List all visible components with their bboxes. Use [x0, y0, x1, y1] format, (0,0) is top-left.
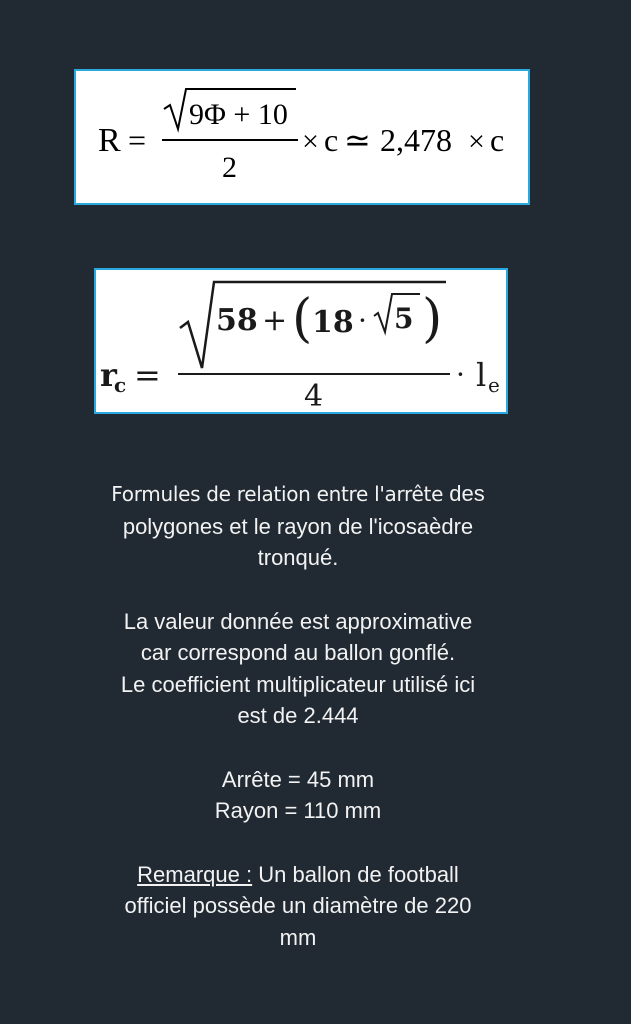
caption-line-1 [50, 478, 546, 511]
caption-line-1-a: Formules de relation entre l'arrête [111, 482, 444, 506]
caption-line-12: mm [279, 924, 317, 950]
formula1-sqrt-content: 9Φ + 10 [189, 98, 288, 131]
caption-line-7: est de 2.444 [237, 703, 359, 728]
formula2-plus: + [262, 303, 288, 338]
remark-label: Remarque : [137, 861, 253, 887]
formula2-eq: = [134, 356, 161, 394]
formula1-lhs: R [98, 122, 121, 159]
formula1-c2: c [490, 122, 505, 158]
formula1-times2: × [468, 125, 485, 158]
caption-line-2: polygones et le rayon de l'icosaèdre [122, 513, 474, 539]
formula1-value: 2,478 [380, 122, 452, 158]
formula2-lhs-main: r [100, 356, 117, 394]
formula2-num-a: 58 [216, 303, 258, 338]
caption-line-9: Rayon = 110 mm [214, 798, 382, 823]
formula2-rhs-sub: e [488, 373, 500, 397]
formula2-rhs-main: l [476, 356, 487, 394]
caption-line-10-rest: Un ballon de football [258, 861, 459, 887]
caption-line-5: car correspond au ballon gonflé. [140, 640, 456, 665]
formula1-times1: × [302, 125, 319, 158]
formula2-paren-open: ( [292, 289, 313, 349]
formula2-lhs-sub: c [114, 373, 127, 397]
formula1-eq: = [128, 122, 147, 158]
caption-line-3: tronqué. [257, 545, 339, 570]
formula2-paren-close: ) [422, 289, 443, 349]
formula2-num-b: 18 [312, 305, 354, 340]
formula1-c1: c [324, 122, 339, 158]
caption-line-11: officiel possède un diamètre de 220 [124, 893, 472, 918]
caption-line-1-b: des [449, 481, 485, 506]
formula1-denominator: 2 [222, 151, 237, 184]
formula1-approx: ≃ [344, 122, 371, 158]
caption-line-6: Le coefficient multiplicateur utilisé ici [120, 671, 476, 697]
formula2-dot: · [358, 304, 367, 337]
formula2-denominator: 4 [304, 379, 324, 412]
caption-line-10 [50, 859, 546, 891]
formula2-inner-sqrt: 5 [394, 302, 414, 335]
formula-icosahedron-radius-image [94, 268, 508, 414]
caption-line-8: Arrête = 45 mm [221, 766, 375, 792]
formula-circumradius-image [74, 69, 530, 205]
caption-line-4: La valeur donnée est approximative [123, 608, 473, 634]
caption-text-block [50, 478, 546, 953]
formula2-dot2: · [456, 358, 465, 391]
